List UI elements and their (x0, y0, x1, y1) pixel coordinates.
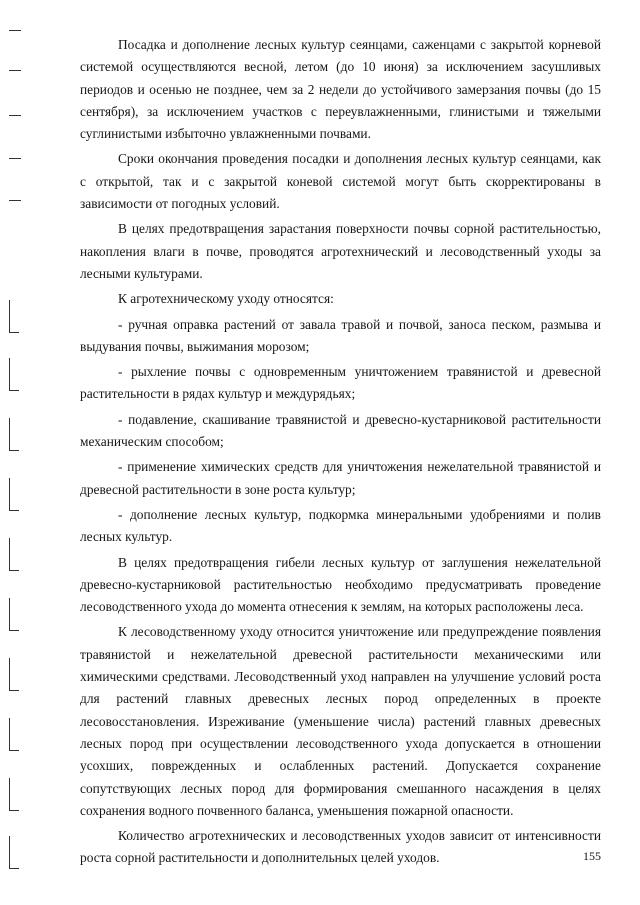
list-item-3: - подавление, скашивание травянистой и древесно-кустарниковой растительности механическим способом; (80, 411, 601, 450)
binding-margin-marks (0, 0, 40, 905)
list-item-1: - ручная оправка растений от завала травой и почвой, заноса песком, размыва и выдувания почвы, выжимания морозом; (80, 316, 601, 354)
paragraph-1: Посадка и дополнение лесных культур сеянцами, саженцами с закрытой корневой системой осуществляются весной, летом (до 10 июня) за исключением засушливых периодов и осенью не позднее, чем за 2 недели до устойчивого замерзания почвы (до 15 сентября), за исключением участков с переувлажненными, глинистыми и тяжелыми суглинистыми избыточно увлажненными почвами. (80, 37, 601, 142)
paragraph-4: К агротехническому уходу относятся: (118, 291, 334, 307)
list-item-4: - применение химических средств для уничтожения нежелательной травянистой и древесной растительности в зоне роста культур; (80, 459, 601, 497)
page-number: 155 (583, 849, 601, 863)
paragraph-2: Сроки окончания проведения посадки и дополнения лесных культур сеянцами, как с открытой, так и с закрытой коневой системой могут быть скорректированы в зависимости от погодных условий. (80, 151, 601, 212)
paragraph-6: К лесоводственному уходу относится уничтожение или предупреждение появления травянистой и нежелательной древесной растительности механическими или химическими средствами. Лесоводственный уход направлен на улучшение условий роста для растений главных древесных лесных пород определенных в проекте лесовосстановления. Изреживание (уменьшение числа) растений главных древесных лесных пород при осуществлении лесоводственного ухода допускается в отношении усохших, поврежденных и ослабленных растений. Допускается сохранение сопутствующих лесных пород для формирования смешанного насаждения в целях сохранения водного почвенного баланса, уменьшения пожарной опасности. (80, 624, 601, 818)
list-item-5: - дополнение лесных культур, подкормка минеральными удобрениями и полив лесных культур. (80, 506, 601, 545)
list-item-2: - рыхление почвы с одновременным уничтожением травянистой и древесной растительности в рядах культур и междурядьях; (80, 364, 601, 402)
paragraph-7: Количество агротехнических и лесоводственных уходов зависит от интенсивности роста сорной растительности и дополнительных целей уходов. (80, 828, 601, 866)
body-text (80, 34, 601, 873)
paragraph-3: В целях предотвращения зарастания поверхности почвы сорной растительностью, накопления влаги в почве, проводятся агротехнический и лесоводственный уходы за лесными культурами. (80, 221, 601, 281)
paragraph-5: В целях предотвращения гибели лесных культур от заглушения нежелательной древесно-кустарниковой растительностью необходимо предусматривать проведение лесоводственного ухода до момента отнесения к землям, на которых расположены леса. (80, 554, 601, 615)
